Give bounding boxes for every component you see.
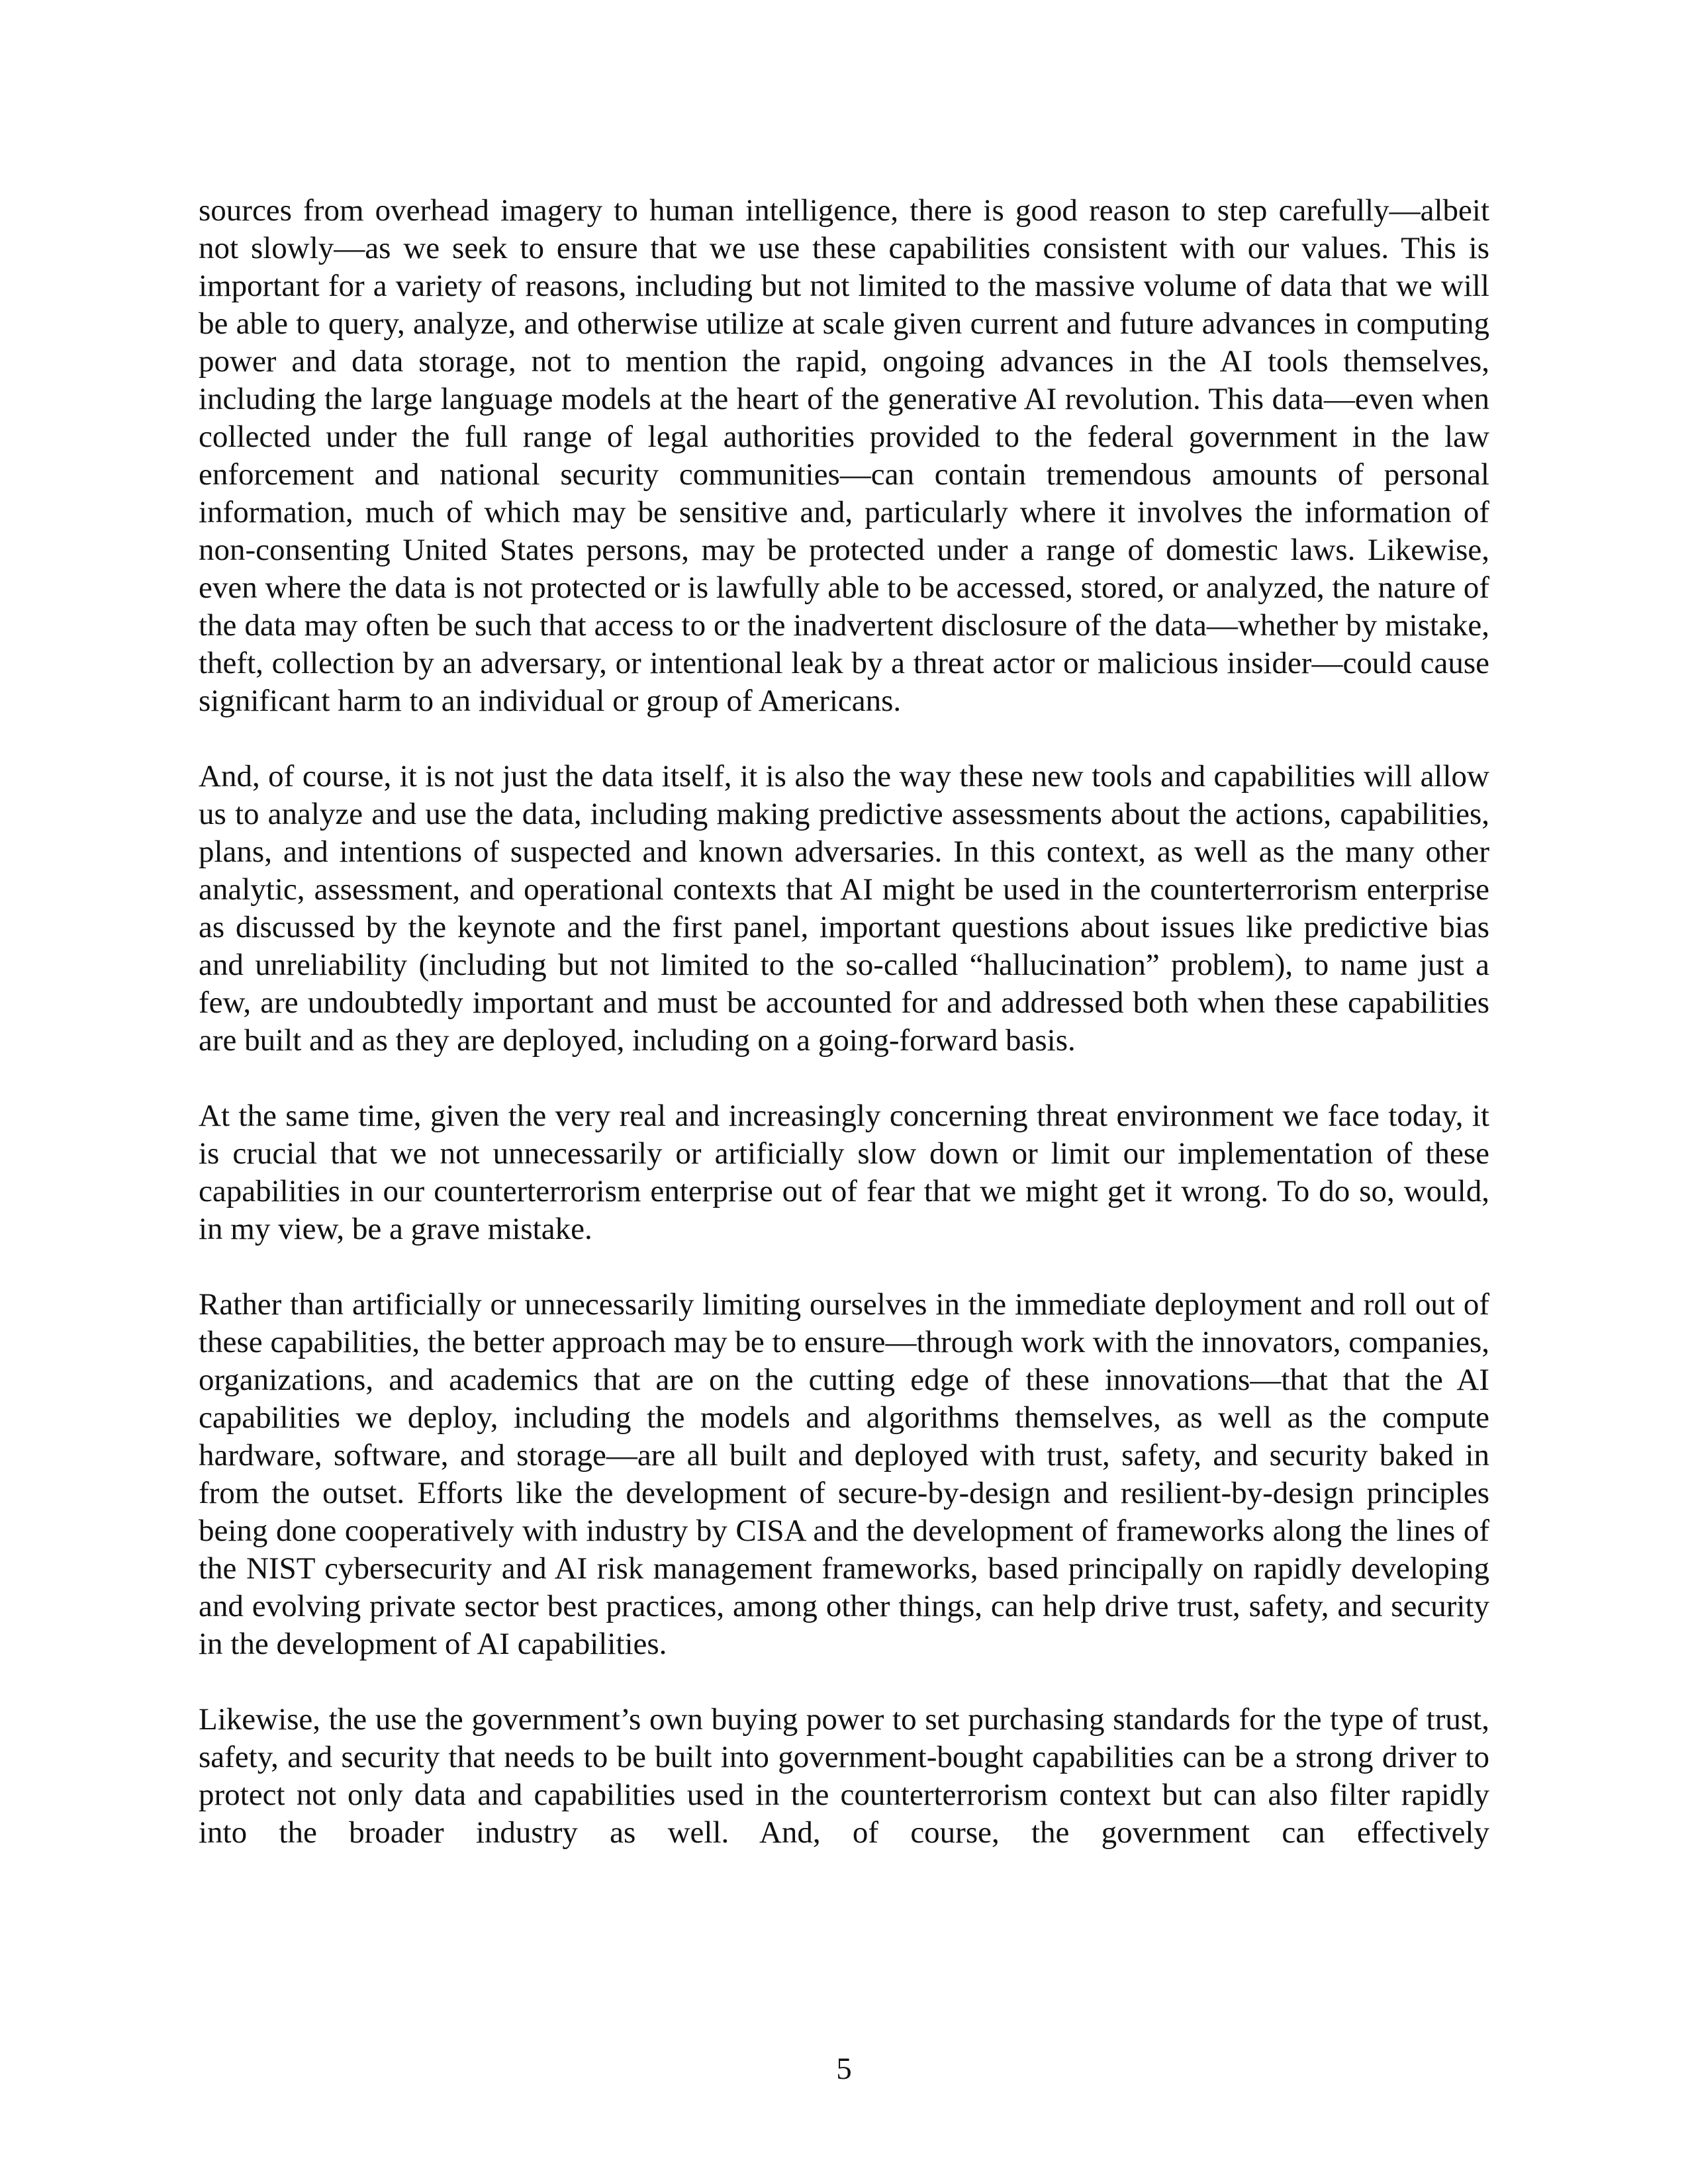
document-body [199,192,1489,1852]
page-number: 5 [836,2052,852,2086]
paragraph-3: At the same time, given the very real and increasingly concerning threat environment we face today, it is crucial that we not unnecessarily or artificially slow down or limit our implementation of these capabilities in our counterterrorism enterprise out of fear that we might get it wrong. To do so, would, in my view, be a grave mistake. [199,1099,1489,1246]
paragraph-1: sources from overhead imagery to human intelligence, there is good reason to step carefully—albeit not slowly—as we seek to ensure that we use these capabilities consistent with our values. This is important for a variety of reasons, including but not limited to the massive volume of data that we will be able to query, analyze, and otherwise utilize at scale given current and future advances in computing power and data storage, not to mention the rapid, ongoing advances in the AI tools themselves, including the large language models at the heart of the generative AI revolution. This data—even when collected under the full range of legal authorities provided to the federal government in the law enforcement and national security communities—can contain tremendous amounts of personal information, much of which may be sensitive and, particularly where it involves the information of non-consenting United States persons, may be protected under a range of domestic laws. Likewise, even where the data is not protected or is lawfully able to be accessed, stored, or analyzed, the nature of the data may often be such that access to or the inadvertent disclosure of the data—whether by mistake, theft, collection by an adversary, or intentional leak by a threat actor or malicious insider—could cause significant harm to an individual or group of Americans. [199,193,1489,718]
paragraph-5: Likewise, the use the government’s own buying power to set purchasing standards for the type of trust, safety, and security that needs to be built into government-bought capabilities can be a strong driver to protect not only data and capabilities used in the counterterrorism context but can also filter rapidly into the broader industry as well. And, of course, the government can effectively [199,1702,1489,1850]
paragraph-2: And, of course, it is not just the data itself, it is also the way these new tools and capabilities will allow us to analyze and use the data, including making predictive assessments about the actions, capabilities, plans, and intentions of suspected and known adversaries. In this context, as well as the many other analytic, assessment, and operational contexts that AI might be used in the counterterrorism enterprise as discussed by the keynote and the first panel, important questions about issues like predictive bias and unreliability (including but not limited to the so-called “hallucination” problem), to name just a few, are undoubtedly important and must be accounted for and addressed both when these capabilities are built and as they are deployed, including on a going-forward basis. [199,759,1489,1058]
paragraph-4: Rather than artificially or unnecessarily limiting ourselves in the immediate deployment and roll out of these capabilities, the better approach may be to ensure—through work with the innovators, companies, organizations, and academics that are on the cutting edge of these innovations—that that the AI capabilities we deploy, including the models and algorithms themselves, as well as the compute hardware, software, and storage—are all built and deployed with trust, safety, and security baked in from the outset. Efforts like the development of secure-by-design and resilient-by-design principles being done cooperatively with industry by CISA and the development of frameworks along the lines of the NIST cybersecurity and AI risk management frameworks, based principally on rapidly developing and evolving private sector best practices, among other things, can help drive trust, safety, and security in the development of AI capabilities. [199,1287,1489,1661]
